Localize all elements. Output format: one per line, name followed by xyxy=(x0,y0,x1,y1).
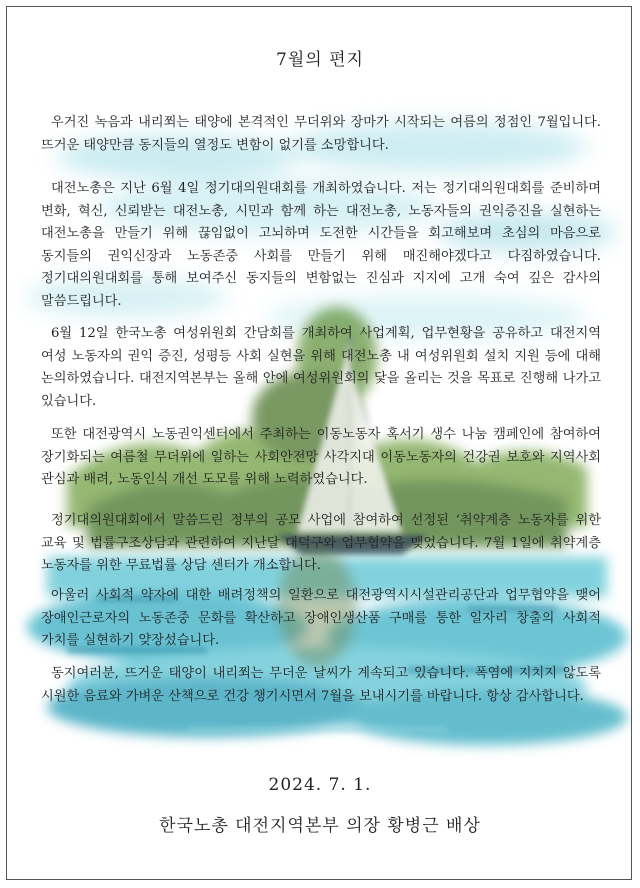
letter-signature: 한국노총 대전지역본부 의장 황병근 배상 xyxy=(159,816,481,836)
letter-paragraph-4: 또한 대전광역시 노동권익센터에서 주최하는 이동노동자 혹서기 생수 나눔 캠페인에 참여하여 장기화되는 여름철 무더위에 일하는 사회안전망 사각지대 이동노동자의 건강권 보호와 지역사회 관심과 배려, 노동인식 개선 도모를 위해 노력하였습니다. xyxy=(41,427,601,487)
letter-paragraph-6: 아울러 사회적 약자에 대한 배려정책의 일환으로 대전광역시시설관리공단과 업무협약을 맺어 장애인근로자의 노동존중 문화를 확산하고 장애인생산품 구매를 통한 일자리 창출의 사회적 가치를 실현하기 얒장섰습니다. xyxy=(41,588,601,648)
letter-title: 7월의 편지 xyxy=(276,50,364,70)
letter-content xyxy=(7,7,632,880)
letter-paragraph-3: 6월 12일 한국노총 여성위원회 간담회를 개최하여 사업계획, 업무현황을 공유하고 대전지역 여성 노동자의 권익 증진, 성평등 사회 실현을 위해 대전노총 내 여성위원회 설치 지원 등에 대해 논의하였습니다. 대전지역본부는 올해 안에 여성위원회의 닻을 올리는 것을 목표로 진행해 나가고 있습니다. xyxy=(41,326,601,409)
letter-paragraph-2: 대전노총은 지난 6월 4일 정기대의원대회를 개최하였습니다. 저는 정기대의원대회를 준비하며 변화, 혁신, 신뢰받는 대전노총, 시민과 함께 하는 대전노총, 노동자들의 권익증진을 실현하는 대전노총을 만들기 위해 끊임없이 고뇌하며 도전한 시간들을 회고해보며 초심의 마음으로 동지들의 권익신장과 노동존중 사회를 만들기 위해 매진해야겠다고 다짐하였습니다. 정기대의원대회를 통해 보여주신 동지들의 변함없는 진심과 지지에 고개 숙여 깊은 감사의 말씀드립니다. xyxy=(41,181,601,309)
letter-paragraph-5: 정기대의원대회에서 말씀드린 정부의 공모 사업에 참여하여 선정된 ‘취약계층 노동자를 위한 교육 및 법률구조상담과 관련하여 지난달 대덕구와 업무협약을 맺었습니다. 7월 1일에 취약계층 노동자를 위한 무료법률 상담 센터가 개소합니다. xyxy=(41,513,601,573)
letter-page xyxy=(6,6,632,880)
letter-paragraph-1: 우거진 녹음과 내리쬐는 태양에 본격적인 무더위와 장마가 시작되는 여름의 정점인 7월입니다. 뜨거운 태양만큼 동지들의 열정도 변함이 없기를 소망합니다. xyxy=(41,115,601,153)
letter-date: 2024. 7. 1. xyxy=(268,775,372,795)
letter-paragraph-7: 동지여러분, 뜨거운 태양이 내리쬐는 무더운 날씨가 계속되고 있습니다. 폭염에 지치지 않도록 시원한 음료와 가벼운 산책으로 건강 챙기시면서 7월을 보내시기를 바랍니다. 항상 감사합니다. xyxy=(41,666,601,704)
